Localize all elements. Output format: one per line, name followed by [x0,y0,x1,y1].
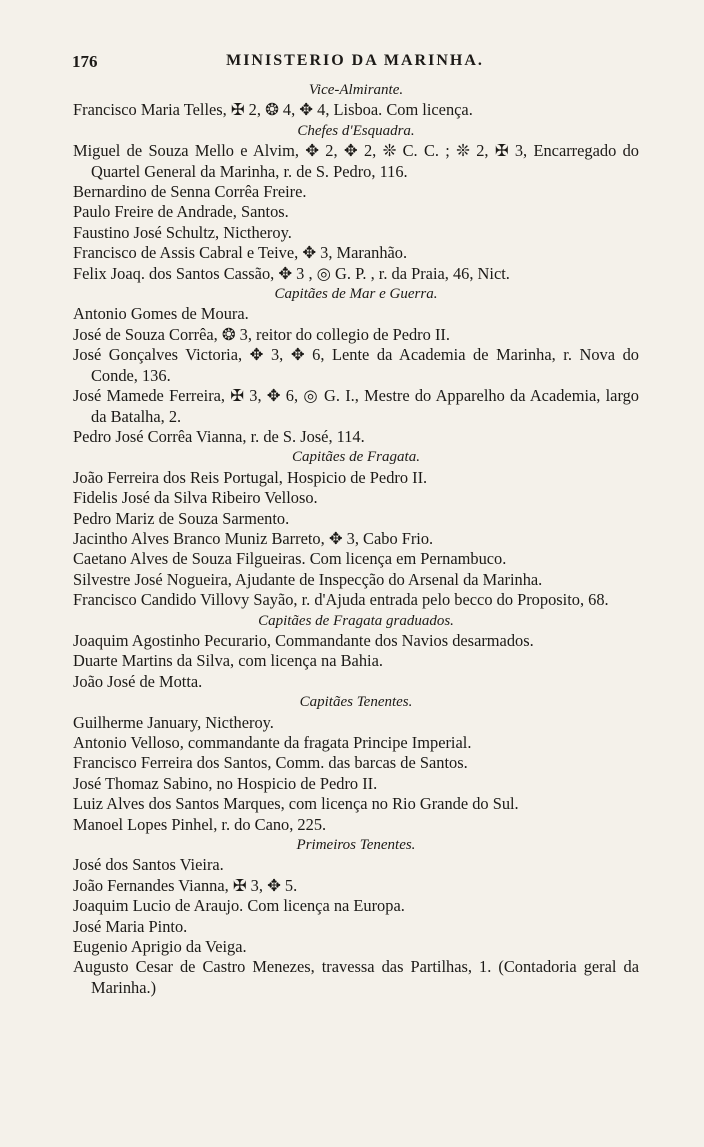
list-entry: Silvestre José Nogueira, Ajudante de Inspecção do Arsenal da Marinha. [73,569,543,589]
list-entry: Eugenio Aprigio da Veiga. [73,937,247,957]
list-entry: Antonio Gomes de Moura. [73,304,249,324]
page-number: 176 [72,52,98,71]
list-entry: José Mamede Ferreira, ✠ 3, ✥ 6, ◎ G. I., Mestre do Apparelho da Academia, largo da Batalha, 2. [73,386,639,426]
list-entry: Joaquim Lucio de Araujo. Com licença na Europa. [73,896,405,916]
list-entry: Francisco Maria Telles, ✠ 2, ❂ 4, ✥ 4, Lisboa. Com licença. [73,100,473,120]
list-entry: José de Souza Corrêa, ❂ 3, reitor do collegio de Pedro II. [73,324,450,344]
list-entry: Manoel Lopes Pinhel, r. do Cano, 225. [73,814,327,834]
list-entry: José Thomaz Sabino, no Hospicio de Pedro II. [73,773,378,793]
section-title: Capitães de Fragata graduados. [258,612,454,629]
page-body [73,80,639,998]
list-entry: Miguel de Souza Mello e Alvim, ✥ 2, ✥ 2, ❊ C. C. ; ❊ 2, ✠ 3, Encarregado do Quartel General da Marinha, r. de S. Pedro, 116. [73,141,639,181]
list-entry: Luiz Alves dos Santos Marques, com licença no Rio Grande do Sul. [73,794,519,814]
list-entry: Francisco Ferreira dos Santos, Comm. das barcas de Santos. [73,753,468,773]
list-entry: Francisco de Assis Cabral e Teive, ✥ 3, Maranhão. [73,243,408,263]
page-header [72,52,638,78]
section-title: Chefes d'Esquadra. [297,122,415,139]
list-entry: Fidelis José da Silva Ribeiro Velloso. [73,488,318,508]
list-entry: João Fernandes Vianna, ✠ 3, ✥ 5. [73,875,298,895]
list-entry: José Gonçalves Victoria, ✥ 3, ✥ 6, Lente da Academia de Marinha, r. Nova do Conde, 136. [73,345,639,385]
section-title: Vice-Almirante. [308,82,404,98]
list-entry: Guilherme January, Nictheroy. [73,712,274,732]
list-entry: José dos Santos Vieira. [73,855,224,875]
section-title: Capitães de Fragata. [292,449,420,466]
list-entry: José Maria Pinto. [73,916,188,936]
list-entry: Paulo Freire de Andrade, Santos. [73,202,289,222]
section-title: Primeiros Tenentes. [296,837,416,854]
list-entry: Joaquim Agostinho Pecurario, Commandante dos Navios desarmados. [73,630,534,650]
list-entry: Jacintho Alves Branco Muniz Barreto, ✥ 3, Cabo Frio. [73,528,434,548]
list-entry: João Ferreira dos Reis Portugal, Hospicio de Pedro II. [73,467,428,487]
list-entry: Bernardino de Senna Corrêa Freire. [73,182,307,202]
list-entry: Augusto Cesar de Castro Menezes, travessa das Partilhas, 1. (Contadoria geral da Marinha.) [73,957,639,997]
list-entry: Pedro Mariz de Souza Sarmento. [73,508,290,528]
list-entry: Francisco Candido Villovy Sayão, r. d'Ajuda entrada pelo becco do Proposito, 68. [73,590,609,610]
list-entry: Duarte Martins da Silva, com licença na Bahia. [73,651,383,671]
list-entry: Antonio Velloso, commandante da fragata Principe Imperial. [73,733,472,752]
section-title: Capitães Tenentes. [299,694,413,711]
section-title: Capitães de Mar e Guerra. [274,286,438,303]
list-entry: João José de Motta. [73,671,203,691]
list-entry: Caetano Alves de Souza Filgueiras. Com licença em Pernambuco. [73,549,507,569]
list-entry: Felix Joaq. dos Santos Cassão, ✥ 3 , ◎ G. P. , r. da Praia, 46, Nict. [73,263,510,283]
list-entry: Faustino José Schultz, Nictheroy. [73,222,292,242]
running-head: MINISTERIO DA MARINHA. [226,52,484,69]
list-entry: Pedro José Corrêa Vianna, r. de S. José, 114. [73,426,365,446]
